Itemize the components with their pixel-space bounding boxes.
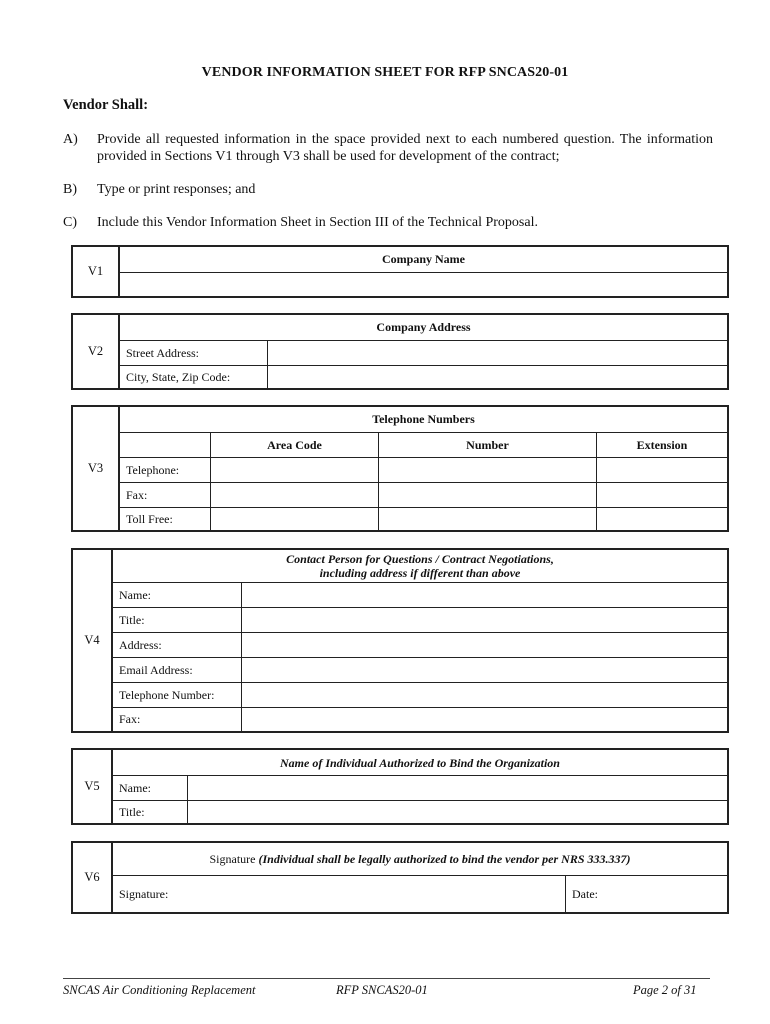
- contact-address-field[interactable]: [241, 633, 727, 657]
- field-label: Title:: [119, 612, 145, 627]
- city-state-zip-row: [120, 365, 727, 388]
- authorized-individual-header: Name of Individual Authorized to Bind the Organization: [280, 755, 560, 770]
- contact-title-field[interactable]: [241, 608, 727, 632]
- street-address-field[interactable]: [267, 341, 727, 365]
- blank-header-cell: [120, 433, 210, 457]
- section-id: V4: [73, 550, 113, 731]
- city-state-zip-field[interactable]: [267, 366, 727, 388]
- field-label: Telephone:: [126, 462, 180, 477]
- contact-header-line1: Contact Person for Questions / Contract Negotiations,: [286, 552, 554, 566]
- vendor-shall-heading: Vendor Shall:: [63, 97, 149, 113]
- section-v5: [71, 748, 729, 825]
- instruction-text: Type or print responses; and: [97, 182, 256, 197]
- section-id: V5: [73, 750, 113, 823]
- toll-free-number-field[interactable]: [378, 508, 596, 530]
- instruction-label: B): [63, 182, 77, 197]
- authorized-name-field[interactable]: [187, 776, 727, 800]
- field-label: Fax:: [119, 712, 141, 726]
- telephone-area-code-field[interactable]: [210, 458, 378, 482]
- instruction-a: [63, 131, 713, 167]
- toll-free-row: [120, 507, 727, 530]
- instruction-b: [63, 181, 713, 199]
- extension-header: Extension: [596, 433, 727, 457]
- instruction-c: [63, 214, 713, 232]
- signature-row: [113, 875, 727, 912]
- field-label: Street Address:: [126, 345, 199, 360]
- company-name-header: Company Name: [382, 252, 465, 266]
- page-title: VENDOR INFORMATION SHEET FOR RFP SNCAS20-01: [201, 65, 569, 80]
- fax-row: [120, 482, 727, 507]
- contact-telephone-field[interactable]: [241, 683, 727, 707]
- section-id: V3: [73, 407, 120, 530]
- instruction-label: A): [63, 132, 78, 147]
- contact-telephone-row: [113, 682, 727, 707]
- instruction-label: C): [63, 215, 77, 230]
- field-label: Email Address:: [119, 662, 193, 677]
- contact-name-field[interactable]: [241, 583, 727, 607]
- authorized-title-field[interactable]: [187, 801, 727, 823]
- area-code-header: Area Code: [210, 433, 378, 457]
- section-id: V1: [73, 247, 120, 296]
- signature-header: [113, 843, 727, 875]
- fax-number-field[interactable]: [378, 483, 596, 507]
- date-field[interactable]: [565, 876, 727, 912]
- section-id: V2: [73, 315, 120, 388]
- fax-area-code-field[interactable]: [210, 483, 378, 507]
- telephone-number-field[interactable]: [378, 458, 596, 482]
- section-v6: [71, 841, 729, 914]
- signature-header-plain: Signature: [209, 851, 259, 866]
- footer-project: SNCAS Air Conditioning Replacement: [63, 983, 256, 997]
- section-v3: [71, 405, 729, 532]
- fax-extension-field[interactable]: [596, 483, 727, 507]
- field-label: Toll Free:: [126, 511, 173, 526]
- authorized-title-row: [113, 800, 727, 823]
- field-label: Fax:: [126, 487, 148, 502]
- instruction-text: Provide all requested information in the space provided next to each numbered question. The information provided in Sections V1 through V3 shall be used for development of the contract;: [97, 132, 713, 164]
- contact-email-field[interactable]: [241, 658, 727, 682]
- contact-fax-field[interactable]: [241, 708, 727, 731]
- section-id: V6: [73, 843, 113, 912]
- section-v4: [71, 548, 729, 733]
- contact-title-row: [113, 607, 727, 632]
- telephone-row: [120, 457, 727, 482]
- signature-field[interactable]: [113, 876, 565, 912]
- company-name-field[interactable]: [120, 272, 727, 296]
- footer-divider: [63, 978, 710, 979]
- footer-rfp: RFP SNCAS20-01: [336, 983, 428, 997]
- street-address-row: [120, 340, 727, 365]
- toll-free-area-code-field[interactable]: [210, 508, 378, 530]
- field-label: Address:: [119, 637, 162, 652]
- section-v2: [71, 313, 729, 390]
- authorized-name-row: [113, 775, 727, 800]
- telephone-numbers-header: Telephone Numbers: [372, 412, 475, 426]
- contact-name-row: [113, 582, 727, 607]
- telephone-columns-row: [120, 432, 727, 457]
- contact-email-row: [113, 657, 727, 682]
- contact-person-header: [113, 550, 727, 582]
- signature-label: Signature:: [119, 886, 169, 901]
- field-label: Title:: [119, 804, 145, 819]
- instruction-text: Include this Vendor Information Sheet in Section III of the Technical Proposal.: [97, 215, 538, 230]
- field-label: Name:: [119, 780, 151, 795]
- telephone-extension-field[interactable]: [596, 458, 727, 482]
- section-v1: [71, 245, 729, 298]
- date-label: Date:: [572, 886, 598, 901]
- contact-address-row: [113, 632, 727, 657]
- field-label: Name:: [119, 587, 151, 602]
- contact-header-line2: including address if different than above: [319, 566, 521, 580]
- signature-header-note: (Individual shall be legally authorized to bind the vendor per NRS 333.337): [258, 851, 631, 866]
- number-header: Number: [378, 433, 596, 457]
- toll-free-extension-field[interactable]: [596, 508, 727, 530]
- field-label: City, State, Zip Code:: [126, 369, 231, 384]
- company-address-header: Company Address: [376, 320, 471, 334]
- field-label: Telephone Number:: [119, 687, 215, 702]
- footer-page-number: Page 2 of 31: [633, 983, 697, 997]
- contact-fax-row: [113, 707, 727, 731]
